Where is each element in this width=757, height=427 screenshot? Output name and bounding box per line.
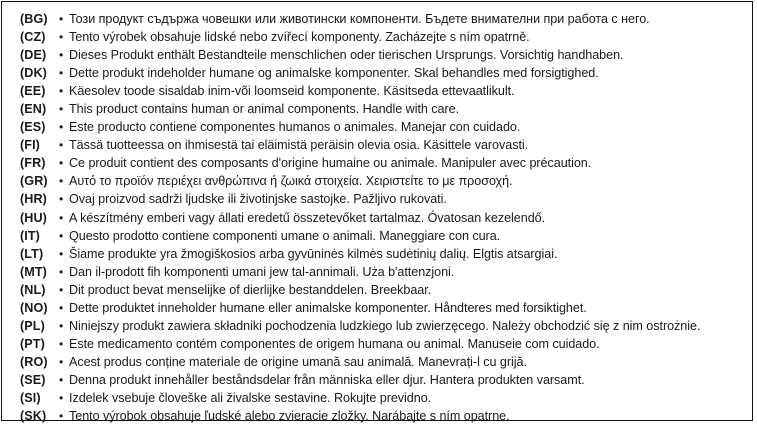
bullet-icon: • [59, 264, 64, 279]
warning-text: Niniejszy produkt zawiera składniki pochodzenia ludzkiego lub zwierzęcego. Należy obchodzić się z nim ostrożnie. [69, 318, 701, 333]
list-item [20, 30, 748, 48]
bullet-icon: • [59, 210, 64, 225]
language-code: (PT) [20, 336, 45, 351]
language-code: (SK) [20, 409, 47, 424]
warning-text: Käesolev toode sisaldab inim-või loomseid komponente. Käsitseda ettevaatlikult. [69, 84, 515, 99]
list-item [20, 391, 748, 409]
language-code: (PL) [20, 318, 45, 333]
bullet-icon: • [59, 228, 64, 243]
warning-text: Izdelek vsebuje človeške ali živalske sestavine. Rokujte previdno. [69, 390, 432, 405]
warning-text: Este producto contiene componentes humanos o animales. Manejar con cuidado. [69, 120, 521, 135]
warning-text: Ovaj proizvod sadrži ljudske ili životinjske sastojke. Pažljivo rukovati. [69, 192, 447, 207]
language-code: (DE) [20, 48, 47, 63]
list-item [20, 66, 748, 84]
translation-list [20, 12, 748, 427]
warning-text: Αυτό το προϊόν περιέχει ανθρώπινα ή ζωικά στοιχεία. Χειριστείτε το με προσοχή. [69, 174, 513, 189]
bullet-icon: • [59, 409, 64, 424]
language-code: (DK) [20, 66, 47, 81]
warning-text: This product contains human or animal components. Handle with care. [69, 102, 460, 117]
bullet-icon: • [59, 300, 64, 315]
bullet-icon: • [59, 30, 64, 45]
list-item [20, 12, 748, 30]
bullet-icon: • [59, 120, 64, 135]
list-item [20, 102, 748, 120]
language-code: (EN) [20, 102, 47, 117]
list-item [20, 156, 748, 174]
warning-text: Šiame produkte yra žmogiškosios arba gyvūninės kilmės sudėtinių dalių. Elgtis atsargiai. [69, 246, 558, 261]
list-item [20, 247, 748, 265]
warning-text: Questo prodotto contiene componenti umane o animali. Maneggiare con cura. [69, 228, 501, 243]
bullet-icon: • [59, 318, 64, 333]
warning-text: Este medicamento contém componentes de origem humana ou animal. Manuseie com cuidado. [69, 336, 600, 351]
list-item [20, 355, 748, 373]
list-item [20, 409, 748, 427]
language-code: (BG) [20, 12, 48, 26]
language-code: (GR) [20, 174, 48, 189]
bullet-icon: • [59, 156, 64, 171]
list-item [20, 211, 748, 229]
list-item [20, 229, 748, 247]
bullet-icon: • [59, 66, 64, 81]
language-code: (SE) [20, 372, 46, 387]
language-code: (IT) [20, 228, 40, 243]
language-code: (NL) [20, 282, 46, 297]
language-code: (MT) [20, 264, 47, 279]
language-code: (LT) [20, 246, 44, 261]
bullet-icon: • [59, 12, 64, 26]
bullet-icon: • [59, 390, 64, 405]
warning-text: Tento výrobok obsahuje ľudské alebo zvieracie zložky. Narábajte s ním opatrne. [69, 409, 510, 424]
warning-text: Този продукт съдържа човешки или животински компоненти. Бъдете внимателни при работа с него. [69, 12, 650, 26]
list-item [20, 319, 748, 337]
list-item [20, 84, 748, 102]
language-code: (ES) [20, 120, 46, 135]
list-item [20, 265, 748, 283]
warning-text: Dette produkt indeholder humane og animalske komponenter. Skal behandles med forsigtighed. [69, 66, 599, 81]
list-item [20, 48, 748, 66]
list-item [20, 192, 748, 210]
list-item [20, 120, 748, 138]
list-item [20, 174, 748, 192]
warning-text: Denna produkt innehåller beståndsdelar från människa eller djur. Hantera produkten varsamt. [69, 372, 585, 387]
language-code: (RO) [20, 354, 48, 369]
bullet-icon: • [59, 138, 64, 153]
warning-text: Tässä tuotteessa on ihmisestä tai eläimistä peräisin olevia osia. Käsittele varovasti. [69, 138, 529, 153]
bullet-icon: • [59, 174, 64, 189]
warning-text: Dan il-prodott fih komponenti umani jew tal-annimali. Uża b'attenzjoni. [69, 264, 455, 279]
warning-text: Dieses Produkt enthält Bestandteile menschlichen oder tierischen Ursprungs. Vorsichtig handhaben. [69, 48, 624, 63]
list-item [20, 138, 748, 156]
language-code: (SI) [20, 390, 41, 405]
language-code: (EE) [20, 84, 46, 99]
warning-text: Ce produit contient des composants d'origine humaine ou animale. Manipuler avec précaution. [69, 156, 592, 171]
bullet-icon: • [59, 246, 64, 261]
warning-text: Dit product bevat menselijke of dierlijke bestanddelen. Breekbaar. [69, 282, 432, 297]
warning-text: Acest produs conține materiale de origine umană sau animală. Manevrați-l cu grijă. [69, 354, 527, 369]
list-item [20, 337, 748, 355]
bullet-icon: • [59, 192, 64, 207]
bullet-icon: • [59, 354, 64, 369]
warning-text: Tento výrobek obsahuje lidské nebo zvířecí komponenty. Zacházejte s ním opatrně. [69, 30, 530, 45]
list-item [20, 301, 748, 319]
list-item [20, 373, 748, 391]
bullet-icon: • [59, 336, 64, 351]
warning-text: A készítmény emberi vagy állati eredetű összetevőket tartalmaz. Óvatosan kezelendő. [69, 210, 546, 225]
language-code: (HU) [20, 210, 47, 225]
list-item [20, 283, 748, 301]
bullet-icon: • [59, 282, 64, 297]
language-code: (HR) [20, 192, 47, 207]
language-code: (FR) [20, 156, 46, 171]
language-code: (CZ) [20, 30, 46, 45]
language-code: (NO) [20, 300, 48, 315]
bullet-icon: • [59, 102, 64, 117]
bullet-icon: • [59, 84, 64, 99]
bullet-icon: • [59, 48, 64, 63]
warning-box [1, 1, 753, 424]
bullet-icon: • [59, 372, 64, 387]
language-code: (FI) [20, 138, 40, 153]
warning-text: Dette produktet inneholder humane eller animalske komponenter. Håndteres med forsiktighet. [69, 300, 587, 315]
